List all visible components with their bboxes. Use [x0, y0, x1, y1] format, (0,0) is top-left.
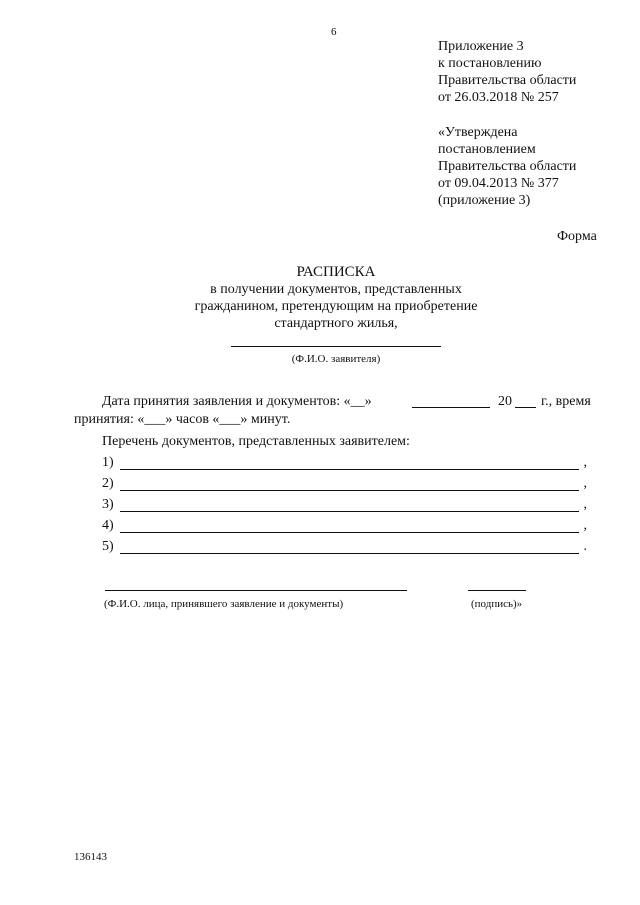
list-item-end: ,	[583, 518, 587, 533]
appendix-line: от 26.03.2018 № 257	[438, 90, 559, 105]
applicant-caption: (Ф.И.О. заявителя)	[291, 353, 381, 365]
list-item-number: 4)	[102, 518, 114, 533]
document-list-item	[102, 476, 587, 494]
approved-block	[438, 124, 576, 209]
appendix-line: к постановлению	[438, 56, 542, 71]
receiver-name-line[interactable]	[105, 590, 407, 591]
list-item-number: 3)	[102, 497, 114, 512]
date-label: Дата принятия заявления и документов: «__»	[102, 394, 372, 409]
list-item-end: ,	[583, 476, 587, 491]
appendix-line: Приложение 3	[438, 39, 524, 54]
receipt-title	[136, 263, 536, 332]
approved-line: (приложение 3)	[438, 193, 531, 208]
date-after-year: г., время	[541, 394, 591, 409]
list-item-line[interactable]	[120, 490, 579, 491]
list-item-line[interactable]	[120, 469, 579, 470]
receipt-heading: РАСПИСКА	[296, 264, 376, 280]
list-item-number: 5)	[102, 539, 114, 554]
document-list-item	[102, 497, 587, 515]
approved-line: Правительства области	[438, 159, 577, 174]
approved-line: постановлением	[438, 142, 536, 157]
list-item-number: 1)	[102, 455, 114, 470]
date-month-line[interactable]	[412, 407, 490, 408]
list-item-end: .	[583, 539, 587, 554]
approved-line: «Утверждена	[438, 125, 518, 140]
form-label: Форма	[557, 229, 597, 244]
list-item-end: ,	[583, 497, 587, 512]
year-prefix: 20	[498, 394, 512, 409]
list-item-line[interactable]	[120, 532, 579, 533]
appendix-block	[438, 38, 576, 106]
receipt-subtitle-line: гражданином, претендующим на приобретение	[194, 299, 478, 314]
document-list-item	[102, 539, 587, 557]
receipt-subtitle-line: стандартного жилья,	[274, 316, 398, 331]
signature-line[interactable]	[468, 590, 526, 591]
page-number: 6	[331, 26, 337, 38]
list-item-line[interactable]	[120, 511, 579, 512]
signature-caption: (подпись)»	[471, 598, 523, 610]
document-list-item	[102, 455, 587, 473]
list-item-line[interactable]	[120, 553, 579, 554]
receipt-subtitle-line: в получении документов, представленных	[210, 282, 462, 297]
applicant-name-line[interactable]	[231, 346, 441, 347]
approved-line: от 09.04.2013 № 377	[438, 176, 559, 191]
appendix-line: Правительства области	[438, 73, 577, 88]
receiver-caption: (Ф.И.О. лица, принявшего заявление и документы)	[104, 598, 344, 610]
time-line: принятия: «___» часов «___» минут.	[74, 412, 291, 427]
year-line[interactable]	[515, 407, 536, 408]
list-item-number: 2)	[102, 476, 114, 491]
document-code: 136143	[74, 851, 107, 863]
documents-list-header: Перечень документов, представленных заявителем:	[102, 434, 410, 449]
document-list-item	[102, 518, 587, 536]
list-item-end: ,	[583, 455, 587, 470]
